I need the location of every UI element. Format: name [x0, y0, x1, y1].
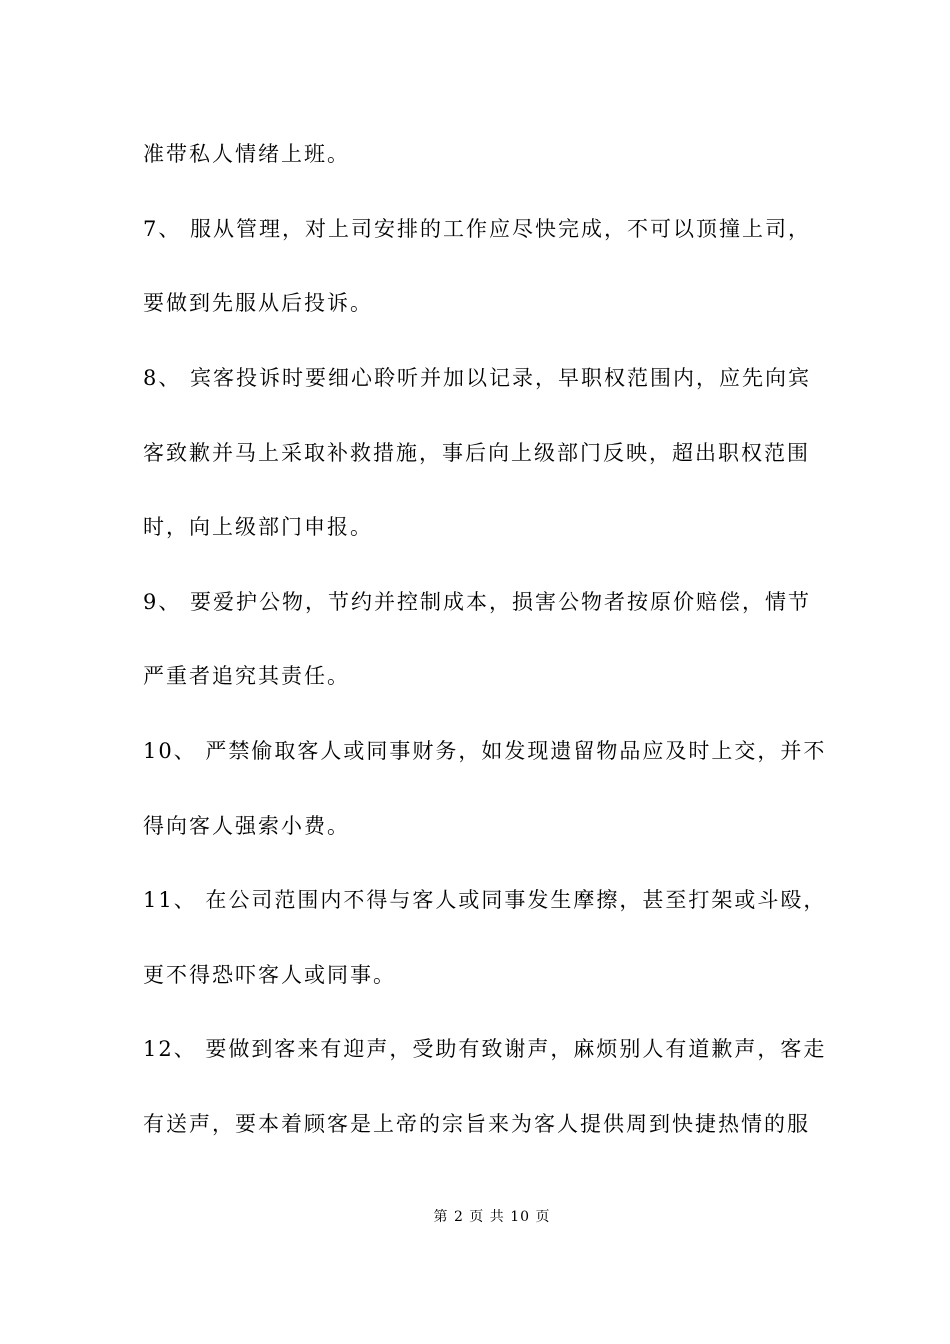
text-line: 时，向上级部门申报。 [143, 515, 373, 539]
text-line: 7、 服从管理，对上司安排的工作应尽快完成，不可以顶撞上司， [143, 217, 812, 241]
text-line: 准带私人情绪上班。 [143, 142, 350, 166]
text-line: 9、 要爱护公物，节约并控制成本，损害公物者按原价赔偿，情节 [143, 590, 812, 614]
text-line: 12、 要做到客来有迎声，受助有致谢声，麻烦别人有道歉声，客走 [143, 1037, 827, 1061]
text-line: 要做到先服从后投诉。 [143, 291, 373, 315]
page-number-footer: 第 2 页 共 10 页 [433, 1209, 551, 1225]
text-line: 8、 宾客投诉时要细心聆听并加以记录，早职权范围内，应先向宾 [143, 366, 812, 390]
text-line: 严重者追究其责任。 [143, 664, 350, 688]
text-line: 10、 严禁偷取客人或同事财务，如发现遗留物品应及时上交，并不 [143, 739, 827, 763]
text-line: 得向客人强索小费。 [143, 814, 350, 838]
text-line: 更不得恐吓客人或同事。 [143, 963, 396, 987]
text-line: 有送声，要本着顾客是上帝的宗旨来为客人提供周到快捷热情的服 [143, 1112, 810, 1136]
text-line: 11、 在公司范围内不得与客人或同事发生摩擦，甚至打架或斗殴， [143, 888, 827, 912]
text-line: 客致歉并马上采取补救措施，事后向上级部门反映，超出职权范围 [143, 441, 810, 465]
